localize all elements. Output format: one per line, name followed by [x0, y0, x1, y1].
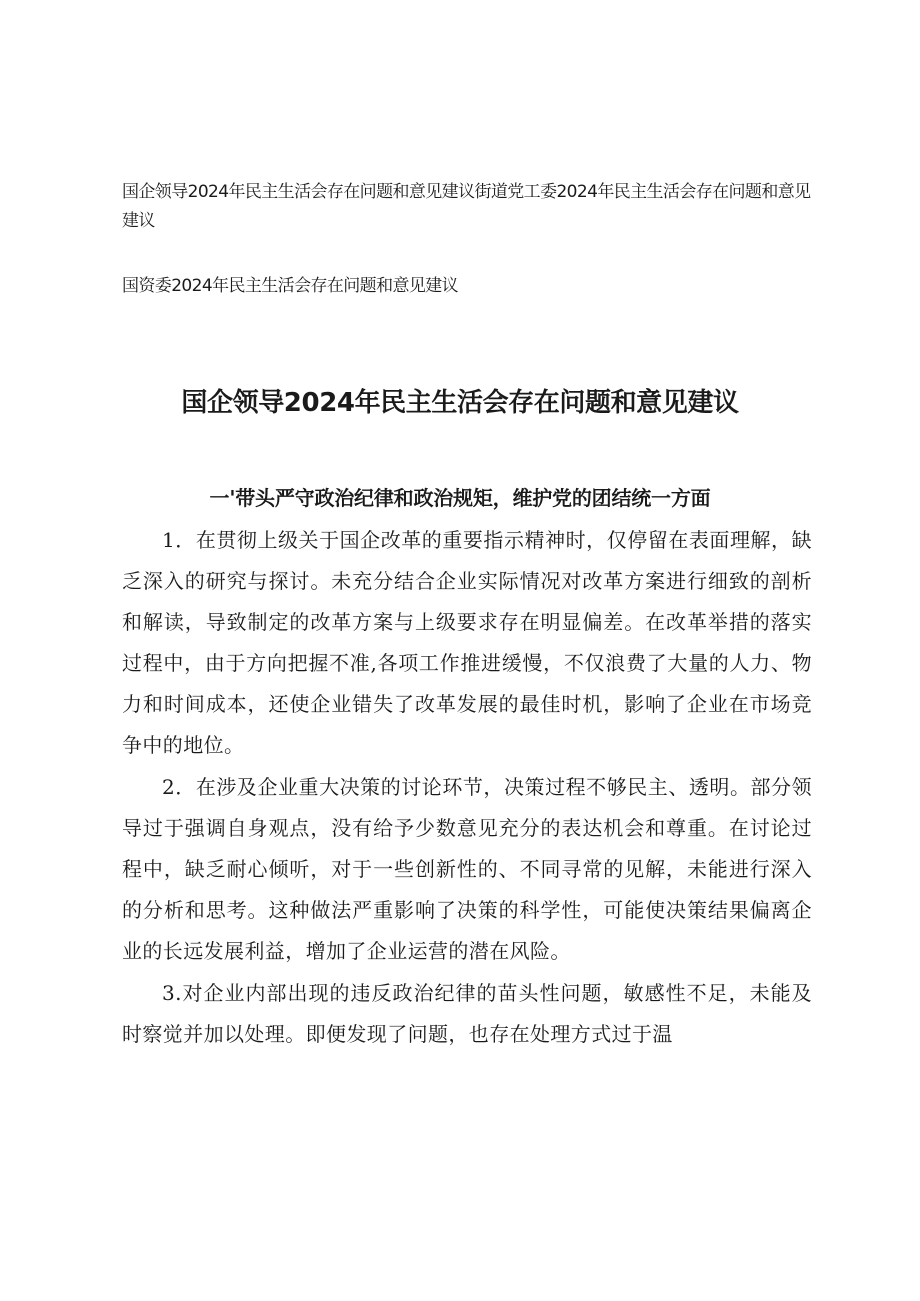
- paragraph-2: 2．在涉及企业重大决策的讨论环节，决策过程不够民主、透明。部分领导过于强调自身观点，没有给予少数意见充分的表达机会和尊重。在讨论过程中，缺乏耐心倾听，对于一些创新性的、不同寻常的见解，未能进行深入的分析和思考。这种做法严重影响了决策的科学性，可能使决策结果偏离企业的长远发展利益，增加了企业运营的潜在风险。: [122, 775, 812, 963]
- document-body: [122, 520, 812, 1056]
- paragraph-3: 3.对企业内部出现的违反政治纪律的苗头性问题，敏感性不足，未能及时察觉并加以处理。即便发现了问题，也存在处理方式过于温: [122, 981, 812, 1046]
- table-of-contents: [122, 178, 812, 337]
- document-title: 国企领导2024年民主生活会存在问题和意见建议: [181, 388, 739, 418]
- section-heading: 一'带头严守政治纪律和政治规矩，维护党的团结统一方面: [209, 486, 711, 510]
- toc-entry-1[interactable]: 国企领导2024年民主生活会存在问题和意见建议街道党工委2024年民主生活会存在问题和意见建议: [122, 182, 811, 231]
- toc-entry-2[interactable]: 国资委2024年民主生活会存在问题和意见建议: [122, 276, 459, 296]
- paragraph-1: 1．在贯彻上级关于国企改革的重要指示精神时，仅停留在表面理解，缺乏深入的研究与探讨。未充分结合企业实际情况对改革方案进行细致的剖析和解读，导致制定的改革方案与上级要求存在明显偏差。在改革举措的落实过程中，由于方向把握不准,各项工作推进缓慢，不仅浪费了大量的人力、物力和时间成本，还使企业错失了改革发展的最佳时机，影响了企业在市场竞争中的地位。: [122, 528, 812, 757]
